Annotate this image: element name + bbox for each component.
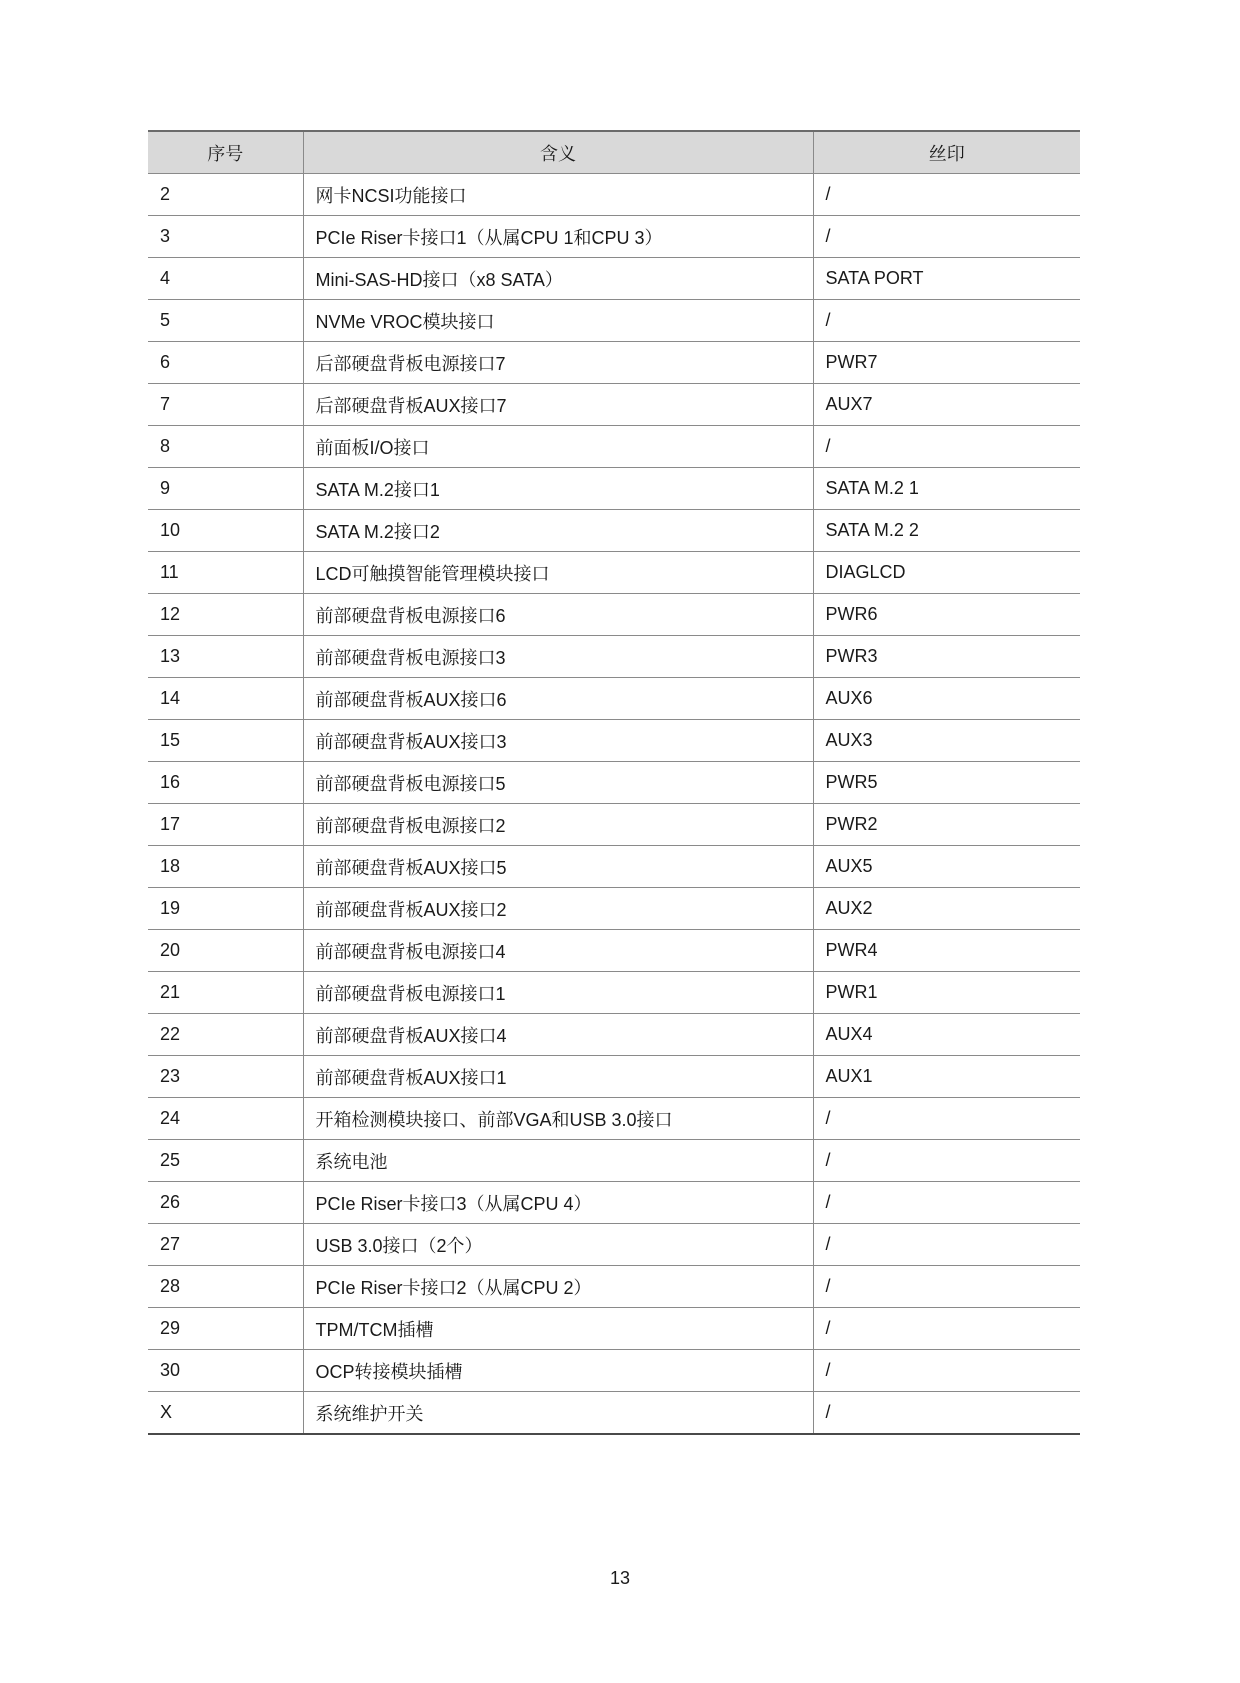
table-row [148, 258, 1080, 300]
table-row [148, 804, 1080, 846]
component-table [148, 130, 1080, 1435]
cell-index: 26 [148, 1182, 303, 1224]
table-row [148, 510, 1080, 552]
cell-index: 17 [148, 804, 303, 846]
cell-meaning: 前部硬盘背板AUX接口4 [303, 1014, 813, 1056]
table-row [148, 846, 1080, 888]
table-body [148, 174, 1080, 1435]
cell-index: 6 [148, 342, 303, 384]
cell-meaning: 前部硬盘背板AUX接口1 [303, 1056, 813, 1098]
table-row [148, 216, 1080, 258]
cell-index: 4 [148, 258, 303, 300]
cell-meaning: 前部硬盘背板电源接口6 [303, 594, 813, 636]
table-row [148, 342, 1080, 384]
cell-index: 10 [148, 510, 303, 552]
cell-silkscreen: / [813, 216, 1080, 258]
cell-index: 20 [148, 930, 303, 972]
cell-silkscreen: PWR5 [813, 762, 1080, 804]
cell-index: 23 [148, 1056, 303, 1098]
cell-index: 19 [148, 888, 303, 930]
cell-index: 30 [148, 1350, 303, 1392]
cell-index: 27 [148, 1224, 303, 1266]
cell-silkscreen: DIAGLCD [813, 552, 1080, 594]
cell-index: 22 [148, 1014, 303, 1056]
cell-silkscreen: PWR7 [813, 342, 1080, 384]
cell-silkscreen: AUX1 [813, 1056, 1080, 1098]
cell-meaning: SATA M.2接口1 [303, 468, 813, 510]
cell-index: 29 [148, 1308, 303, 1350]
cell-index: 24 [148, 1098, 303, 1140]
cell-meaning: 前部硬盘背板AUX接口3 [303, 720, 813, 762]
header-silkscreen: 丝印 [813, 131, 1080, 174]
cell-index: 3 [148, 216, 303, 258]
cell-silkscreen: AUX6 [813, 678, 1080, 720]
table-row [148, 1056, 1080, 1098]
table-row [148, 930, 1080, 972]
table-row [148, 1266, 1080, 1308]
cell-silkscreen: PWR4 [813, 930, 1080, 972]
cell-meaning: 前部硬盘背板电源接口4 [303, 930, 813, 972]
cell-meaning: 后部硬盘背板电源接口7 [303, 342, 813, 384]
header-index: 序号 [148, 131, 303, 174]
table-row [148, 1014, 1080, 1056]
cell-meaning: 前部硬盘背板AUX接口5 [303, 846, 813, 888]
table-row [148, 1392, 1080, 1435]
table-row [148, 1224, 1080, 1266]
cell-index: 14 [148, 678, 303, 720]
cell-silkscreen: SATA M.2 1 [813, 468, 1080, 510]
cell-meaning: 系统电池 [303, 1140, 813, 1182]
cell-meaning: 前面板I/O接口 [303, 426, 813, 468]
cell-index: X [148, 1392, 303, 1435]
cell-silkscreen: / [813, 300, 1080, 342]
cell-silkscreen: PWR1 [813, 972, 1080, 1014]
cell-silkscreen: PWR3 [813, 636, 1080, 678]
cell-meaning: PCIe Riser卡接口1（从属CPU 1和CPU 3） [303, 216, 813, 258]
table-row [148, 1350, 1080, 1392]
cell-silkscreen: PWR6 [813, 594, 1080, 636]
cell-silkscreen: / [813, 1392, 1080, 1435]
cell-meaning: TPM/TCM插槽 [303, 1308, 813, 1350]
table-row [148, 426, 1080, 468]
table-row [148, 300, 1080, 342]
table-header-row [148, 131, 1080, 174]
cell-index: 28 [148, 1266, 303, 1308]
table-row [148, 468, 1080, 510]
cell-index: 5 [148, 300, 303, 342]
cell-silkscreen: / [813, 1098, 1080, 1140]
table-row [148, 1308, 1080, 1350]
cell-meaning: 系统维护开关 [303, 1392, 813, 1435]
cell-meaning: NVMe VROC模块接口 [303, 300, 813, 342]
cell-index: 13 [148, 636, 303, 678]
cell-silkscreen: / [813, 1350, 1080, 1392]
cell-silkscreen: / [813, 1140, 1080, 1182]
table-row [148, 636, 1080, 678]
cell-silkscreen: / [813, 1266, 1080, 1308]
table-row [148, 1140, 1080, 1182]
cell-silkscreen: SATA PORT [813, 258, 1080, 300]
cell-silkscreen: AUX5 [813, 846, 1080, 888]
cell-index: 8 [148, 426, 303, 468]
cell-silkscreen: SATA M.2 2 [813, 510, 1080, 552]
cell-meaning: 开箱检测模块接口、前部VGA和USB 3.0接口 [303, 1098, 813, 1140]
cell-meaning: 后部硬盘背板AUX接口7 [303, 384, 813, 426]
cell-meaning: Mini-SAS-HD接口（x8 SATA） [303, 258, 813, 300]
table-row [148, 720, 1080, 762]
cell-index: 15 [148, 720, 303, 762]
page-number: 13 [609, 1568, 631, 1588]
cell-meaning: LCD可触摸智能管理模块接口 [303, 552, 813, 594]
cell-silkscreen: AUX4 [813, 1014, 1080, 1056]
table-row [148, 384, 1080, 426]
cell-meaning: 前部硬盘背板电源接口3 [303, 636, 813, 678]
cell-index: 11 [148, 552, 303, 594]
cell-silkscreen: / [813, 174, 1080, 216]
cell-silkscreen: PWR2 [813, 804, 1080, 846]
cell-meaning: 前部硬盘背板AUX接口2 [303, 888, 813, 930]
cell-index: 18 [148, 846, 303, 888]
table-row [148, 174, 1080, 216]
table-row [148, 594, 1080, 636]
cell-meaning: 前部硬盘背板AUX接口6 [303, 678, 813, 720]
cell-meaning: 前部硬盘背板电源接口2 [303, 804, 813, 846]
cell-index: 16 [148, 762, 303, 804]
cell-index: 2 [148, 174, 303, 216]
cell-meaning: 前部硬盘背板电源接口5 [303, 762, 813, 804]
cell-index: 21 [148, 972, 303, 1014]
table-row [148, 888, 1080, 930]
cell-meaning: 网卡NCSI功能接口 [303, 174, 813, 216]
cell-silkscreen: AUX3 [813, 720, 1080, 762]
cell-meaning: USB 3.0接口（2个） [303, 1224, 813, 1266]
cell-meaning: 前部硬盘背板电源接口1 [303, 972, 813, 1014]
cell-silkscreen: / [813, 426, 1080, 468]
cell-index: 7 [148, 384, 303, 426]
cell-silkscreen: / [813, 1182, 1080, 1224]
cell-silkscreen: AUX7 [813, 384, 1080, 426]
cell-meaning: PCIe Riser卡接口3（从属CPU 4） [303, 1182, 813, 1224]
cell-index: 25 [148, 1140, 303, 1182]
table-row [148, 1182, 1080, 1224]
cell-silkscreen: / [813, 1224, 1080, 1266]
cell-meaning: OCP转接模块插槽 [303, 1350, 813, 1392]
cell-silkscreen: AUX2 [813, 888, 1080, 930]
table-row [148, 1098, 1080, 1140]
header-meaning: 含义 [303, 131, 813, 174]
table-row [148, 552, 1080, 594]
table-row [148, 762, 1080, 804]
table-row [148, 678, 1080, 720]
cell-index: 9 [148, 468, 303, 510]
cell-silkscreen: / [813, 1308, 1080, 1350]
cell-index: 12 [148, 594, 303, 636]
cell-meaning: SATA M.2接口2 [303, 510, 813, 552]
cell-meaning: PCIe Riser卡接口2（从属CPU 2） [303, 1266, 813, 1308]
table-row [148, 972, 1080, 1014]
